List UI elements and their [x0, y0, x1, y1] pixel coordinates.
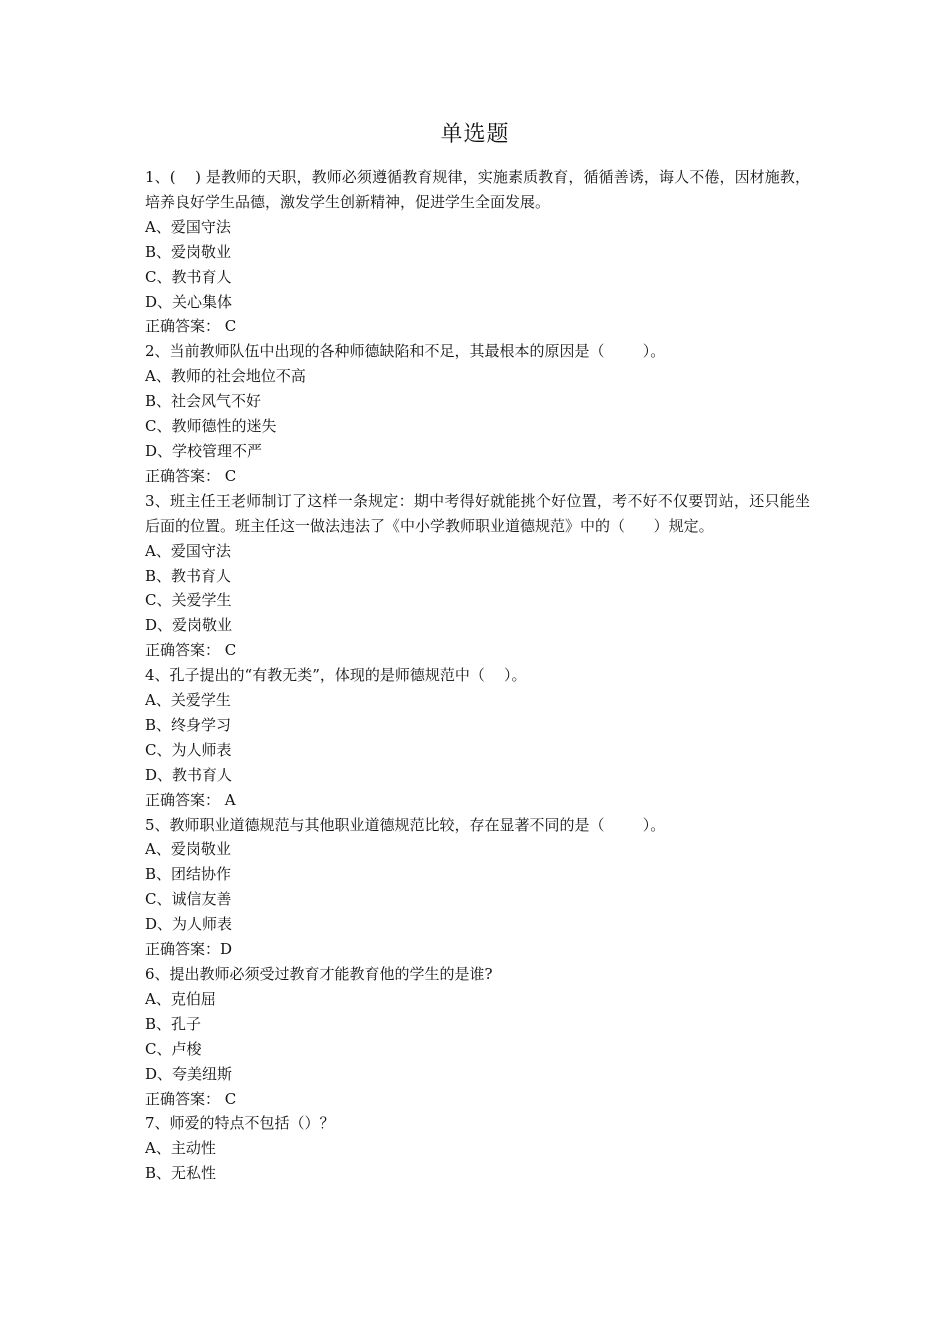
- correct-answer: 正确答案： C: [145, 1089, 237, 1108]
- option-d: D、关心集体: [145, 292, 233, 311]
- page-title: 单选题: [440, 122, 510, 147]
- correct-answer: 正确答案： C: [145, 466, 237, 485]
- question-4: [145, 663, 810, 812]
- question-stem: 5、教师职业道德规范与其他职业道德规范比较，存在显著不同的是（ ）。: [145, 815, 666, 834]
- question-5: [145, 813, 810, 962]
- correct-answer: 正确答案： C: [145, 317, 237, 336]
- question-3: [145, 489, 810, 663]
- option-d: D、教书育人: [145, 765, 233, 784]
- option-b: B、社会风气不好: [145, 392, 262, 411]
- option-d: D、夸美纽斯: [145, 1064, 233, 1083]
- question-stem: 7、师爱的特点不包括（）？: [145, 1114, 335, 1133]
- question-stem: 6、提出教师必须受过教育才能教育他的学生的是谁?: [145, 965, 493, 983]
- option-b: B、终身学习: [145, 715, 232, 734]
- question-7: [145, 1111, 810, 1186]
- question-2: [145, 339, 810, 488]
- option-b: B、团结协作: [145, 865, 232, 884]
- option-a: A、克伯屈: [145, 989, 216, 1008]
- option-c: C、关爱学生: [145, 591, 232, 610]
- option-d: D、爱岗敬业: [145, 616, 233, 635]
- option-c: C、卢梭: [145, 1039, 202, 1058]
- option-c: C、诚信友善: [145, 890, 232, 909]
- question-6: [145, 962, 810, 1111]
- option-d: D、学校管理不严: [145, 441, 263, 460]
- option-c: C、教书育人: [145, 267, 232, 286]
- option-b: B、无私性: [145, 1164, 217, 1183]
- question-list: [145, 165, 810, 1186]
- option-a: A、爱岗敬业: [145, 840, 231, 859]
- option-a: A、关爱学生: [145, 691, 231, 710]
- correct-answer: 正确答案： A: [145, 790, 236, 809]
- option-c: C、为人师表: [145, 740, 232, 759]
- question-stem: 2、当前教师队伍中出现的各种师德缺陷和不足，其最根本的原因是（ ）。: [145, 342, 666, 361]
- option-a: A、爱国守法: [145, 541, 231, 560]
- question-stem: 4、孔子提出的“有教无类”，体现的是师德规范中（ ）。: [145, 666, 527, 685]
- option-b: B、教书育人: [145, 566, 232, 585]
- option-d: D、为人师表: [145, 915, 233, 934]
- option-a: A、爱国守法: [145, 217, 231, 236]
- question-1: [145, 165, 810, 339]
- correct-answer: 正确答案： C: [145, 641, 237, 660]
- question-stem: 3、班主任王老师制订了这样一条规定：期中考得好就能挑个好位置，考不好不仅要罚站，还只能坐后面的位置。班主任这一做法违法了《中小学教师职业道德规范》中的（ ）规定。: [145, 491, 810, 535]
- option-b: B、孔子: [145, 1014, 202, 1033]
- option-b: B、爱岗敬业: [145, 242, 232, 261]
- option-c: C、教师德性的迷失: [145, 417, 277, 436]
- correct-answer: 正确答案：D: [145, 940, 233, 959]
- option-a: A、主动性: [145, 1139, 216, 1158]
- option-a: A、教师的社会地位不高: [145, 367, 306, 386]
- question-stem: 1、( ) 是教师的天职，教师必须遵循教育规律，实施素质教育，循循善诱，诲人不倦，因材施教，培养良好学生品德，激发学生创新精神，促进学生全面发展。: [145, 168, 810, 211]
